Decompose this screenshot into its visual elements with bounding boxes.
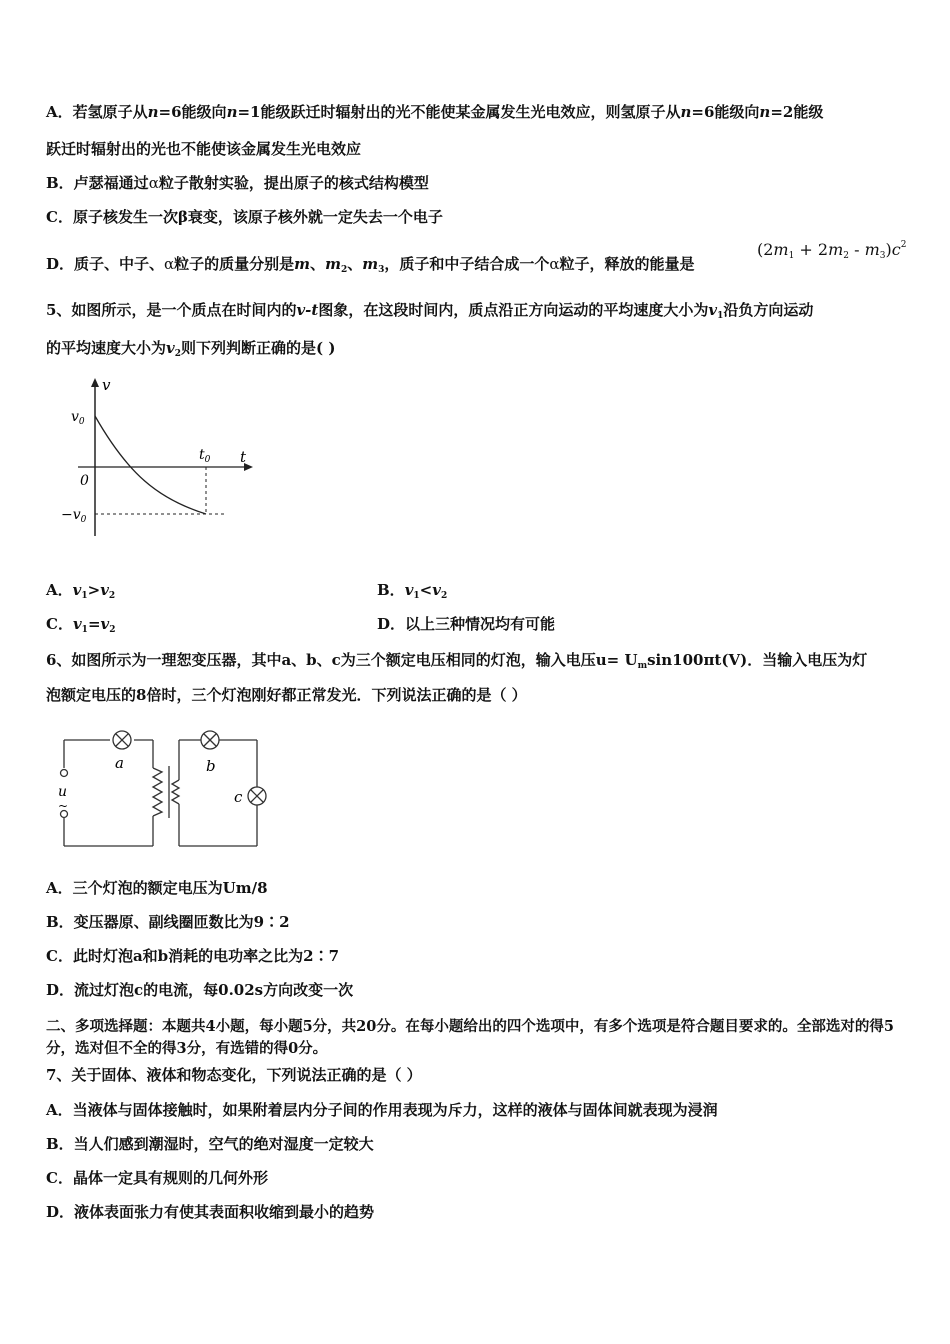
binding-energy-formula: $(2m_1 + 2m_2 - m_3)c^2$ bbox=[757, 240, 907, 261]
q4-option-b: B．卢瑟福通过α粒子散射实验，提出原子的核式结构模型 bbox=[46, 174, 429, 192]
q6-option-a: A．三个灯泡的额定电压为Um/8 bbox=[46, 879, 268, 897]
section2-heading: 二、多项选择题：本题共4小题，每小题5分，共20分。在每小题给出的四个选项中，有多个选项是符合题目要求的。全部选对的得5分，选对但不全的得3分，有选错的得0分。 bbox=[46, 1018, 894, 1057]
q5-option-b: B．$v_1<v_2$ bbox=[377, 581, 448, 601]
origin-label: 0 bbox=[80, 473, 89, 489]
q5-option-a: A．$v_1>v_2$ bbox=[46, 581, 116, 601]
label-a: a bbox=[115, 754, 124, 772]
q5-option-d: D．以上三种情况均有可能 bbox=[377, 615, 556, 633]
q5-stem-line1: 5、如图所示，是一个质点在时间内的v-t图象，在这段时间内，质点沿正方向运动的平均速度大小为$v_1$沿负方向运动 bbox=[46, 301, 814, 321]
q6-option-d: D．流过灯泡c的电流，每0.02s方向改变一次 bbox=[46, 981, 354, 999]
t0-label: $t_0$ bbox=[199, 447, 211, 465]
label-c: c bbox=[234, 788, 243, 806]
q5-option-c: C．$v_1=v_2$ bbox=[46, 615, 116, 635]
q6-option-b: B．变压器原、副线圈匝数比为9∶2 bbox=[46, 913, 290, 931]
q7-option-d: D．液体表面张力有使其表面积收缩到最小的趋势 bbox=[46, 1203, 375, 1221]
v-axis-arrow bbox=[91, 378, 99, 387]
secondary-coil bbox=[172, 780, 179, 804]
transformer-circuit bbox=[52, 728, 277, 856]
vt-graph bbox=[58, 374, 268, 544]
neg-v0-label: $-v_0$ bbox=[61, 507, 87, 525]
t-axis-label: t bbox=[240, 448, 247, 466]
q6-option-c: C．此时灯泡a和b消耗的电功率之比为2∶7 bbox=[46, 947, 340, 965]
label-ac: ~ bbox=[58, 799, 69, 813]
q4-option-a-continued: 跃迁时辐射出的光也不能使该金属发生光电效应 bbox=[46, 140, 362, 158]
q4-option-a: A．若氢原子从n=6能级向n=1能级跃迁时辐射出的光不能使某金属发生光电效应，则氢原子从n=6能级向n=2能级 bbox=[46, 103, 824, 121]
q7-option-b: B．当人们感到潮湿时，空气的绝对湿度一定较大 bbox=[46, 1135, 374, 1153]
q7-option-c: C．晶体一定具有规则的几何外形 bbox=[46, 1169, 268, 1187]
v0-label: $v_0$ bbox=[71, 409, 85, 427]
velocity-curve bbox=[95, 416, 206, 514]
label-b: b bbox=[206, 757, 216, 775]
q7-option-a: A．当液体与固体接触时，如果附着层内分子间的作用表现为斥力，这样的液体与固体间就表现为浸润 bbox=[46, 1101, 718, 1119]
q6-stem-line2: 泡额定电压的8倍时，三个灯泡刚好都正常发光．下列说法正确的是（ ） bbox=[46, 686, 527, 704]
q7-stem: 7、关于固体、液体和物态变化，下列说法正确的是（ ） bbox=[46, 1066, 422, 1084]
input-terminal-top bbox=[61, 770, 68, 777]
q4-option-c: C．原子核发生一次β衰变，该原子核外就一定失去一个电子 bbox=[46, 208, 443, 226]
label-u: u bbox=[58, 784, 68, 800]
q6-stem-line1: 6、如图所示为一理恕变压器，其中a、b、c为三个额定电压相同的灯泡，输入电压$u= U_m\sin 100\pi t(V)$．当输入电压为灯 bbox=[46, 651, 868, 671]
q5-stem-line2: 的平均速度大小为$v_2$则下列判断正确的是( ) bbox=[46, 339, 336, 359]
q4-option-d: D．质子、中子、α粒子的质量分别是m、$m_2$、$m_3$，质子和中子结合成一个α粒子，释放的能量是 bbox=[46, 255, 695, 275]
primary-coil bbox=[153, 768, 162, 816]
v-axis-label: v bbox=[102, 376, 111, 394]
